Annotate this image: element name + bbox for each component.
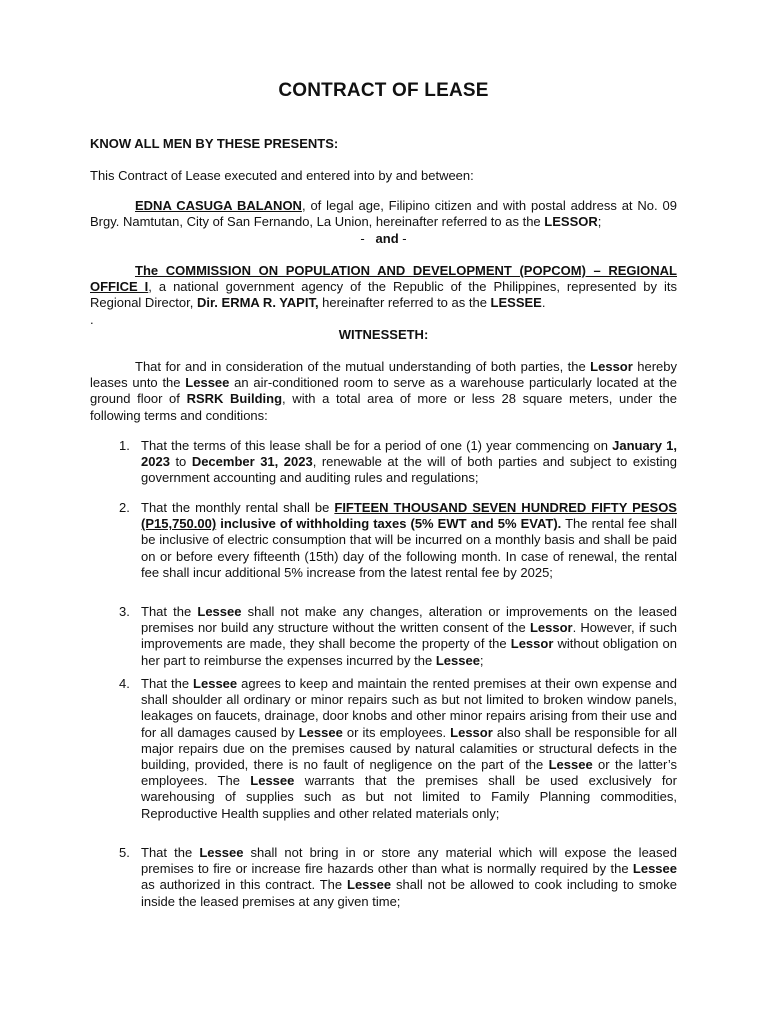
lessor-role: LESSOR (544, 214, 598, 230)
lessee-role: LESSEE (490, 295, 542, 311)
term-item-2: 2. That the monthly rental shall be FIFTEEN THOUSAND SEVEN HUNDRED FIFTY PESOS (P15,750.00) inclusive of withholding taxes (5% EWT and 5% EVAT). The rental fee shall be inclusive of electric consumption that will be incurred on a monthly basis and shall be paid on or before every fifteenth (15th) day of the following month. In case of renewal, the rental fee shall incur additional 5% increase from the latest rental fee by 2025; (119, 500, 677, 580)
intro-line: This Contract of Lease executed and entered into by and between: (90, 168, 474, 183)
term-item-4: 4. That the Lessee agrees to keep and maintain the rented premises at their own expense and shall shoulder all ordinary or minor repairs such as but not limited to broken window panels, leakages on faucets, drainage, door knobs and other minor repairs arising from their use and for all damages caused by Lessee or its employees. Lessor also shall be responsible for all major repairs due on the premises caused by natural calamities or structural defects in the building, provided, there is no fault of negligence on the part of the Lessee or the latter’s employees. The Lessee warrants that the premises shall be used exclusively for warehousing of supplies such as but not limited to Family Planning commodities, Reproductive Health supplies and other related materials only; (119, 676, 678, 821)
rental-amount: FIFTEEN THOUSAND SEVEN HUNDRED FIFTY PESOS (P15,750.00) (141, 500, 677, 532)
opening-line: KNOW ALL MEN BY THESE PRESENTS: (90, 136, 339, 151)
term-number: 4. (119, 676, 130, 691)
term-item-1: 1. That the terms of this lease shall be for a period of one (1) year commencing on January 1, 2023 to December 31, 2023, renewable at the will of both parties and subject to existing government accounting and auditing rules and regulations; (119, 438, 677, 486)
lessor-paragraph: EDNA CASUGA BALANON, of legal age, Filipino citizen and with postal address at No. 09 Brgy. Namtutan, City of San Fernando, La Union, hereinafter referred to as the LESSOR; (90, 198, 677, 230)
term-number: 1. (119, 438, 130, 453)
witnesseth-heading: WITNESSETH: (338, 327, 429, 342)
term-number: 2. (119, 500, 130, 515)
term-number: 5. (119, 845, 130, 860)
term-item-5: 5. That the Lessee shall not bring in or store any material which will expose the leased premises to fire or increase fire hazards other than what is normally required by the Lessee as authorized in this contract. The Lessee shall not be allowed to cook including to smoke inside the leased premises at any given time; (119, 845, 678, 909)
document-title: CONTRACT OF LEASE (278, 80, 489, 101)
lessee-paragraph: The COMMISSION ON POPULATION AND DEVELOPMENT (POPCOM) – REGIONAL OFFICE I, a national government agency of the Republic of the Philippines, represented by its Regional Director, Dir. ERMA R. YAPIT, hereinafter referred to as the LESSEE. (90, 263, 677, 311)
consideration-paragraph: That for and in consideration of the mutual understanding of both parties, the Lessor hereby leases unto the Lessee an air-conditioned room to serve as a warehouse particularly located at the ground floor of RSRK Building, with a total area of more or less 28 square meters, under the following terms and conditions: (90, 359, 678, 423)
stray-dot: . (90, 312, 94, 327)
term-item-3: 3. That the Lessee shall not make any changes, alteration or improvements on the leased premises nor build any structure without the written consent of the Lessor. However, if such improvements are made, they shall become the property of the Lessor without obligation on her part to reimburse the expenses incurred by the Lessee; (119, 604, 677, 668)
lessee-director: Dir. ERMA R. YAPIT, (196, 295, 319, 311)
lessee-name: The COMMISSION ON POPULATION AND DEVELOPMENT (POPCOM) – REGIONAL OFFICE I (90, 263, 677, 295)
lessor-name: EDNA CASUGA BALANON (135, 198, 302, 213)
and-separator: - and - (360, 231, 407, 246)
term-number: 3. (119, 604, 130, 619)
